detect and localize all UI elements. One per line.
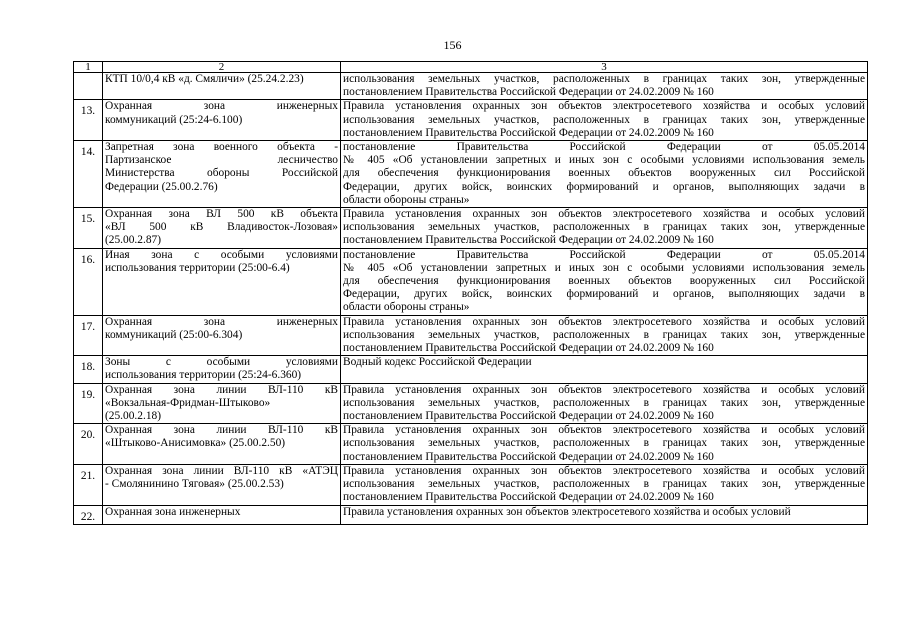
row-number [74,73,103,100]
zone-name-cell [103,383,341,424]
legal-basis-cell [341,383,868,424]
legal-basis-line: использования земельных участков, расположенных в границах таких зон, утвержденные [343,113,865,126]
zone-name-line: «Вокзальная-Фридман-Штыково» [105,396,271,409]
zone-name-line: - Смолянинино Тяговая» (25.00.2.53) [105,478,284,491]
zone-name-line: Министерства обороны Российской [105,167,338,180]
header-col-3: 3 [341,62,868,73]
legal-basis-line: Правила установления охранных зон объектов электросетевого хозяйства и особых условий [343,315,865,328]
legal-basis-line: использования земельных участков, расположенных в границах таких зон, утвержденные [343,478,865,491]
legal-basis-line: для обеспечения функционирования военных объектов вооруженных сил Российской [343,167,865,180]
legal-basis-line: Федерации, других войск, воинских формирований и органов, выполняющих задачи в [343,180,865,193]
zone-name-cell [103,141,341,208]
zone-name-line: (25.00.2.87) [105,234,161,247]
row-number: 22. [74,505,103,524]
zone-name-line: Запретная зона военного объекта - [105,141,338,154]
zone-name-line: Охранная зона инженерных [105,315,338,328]
row-number: 14. [74,141,103,208]
legal-basis-line: постановлением Правительства Российской Федерации от 24.02.2009 № 160 [343,410,714,423]
table-row [74,424,868,465]
legal-basis-cell [341,248,868,315]
legal-basis-line: Федерации, других войск, воинских формирований и органов, выполняющих задачи в [343,288,865,301]
table-row [74,141,868,208]
zone-name-cell [103,464,341,505]
row-number: 17. [74,315,103,356]
row-number: 20. [74,424,103,465]
legal-basis-line: использования земельных участков, расположенных в границах таких зон, утвержденные [343,328,865,341]
legal-basis-line: постановлением Правительства Российской Федерации от 24.02.2009 № 160 [343,450,714,463]
row-number: 21. [74,464,103,505]
zone-name-line: коммуникаций (25:24-6.100) [105,113,243,126]
header-col-1: 1 [74,62,103,73]
legal-basis-cell [341,208,868,249]
zone-name-line: Охранная зона инженерных [105,100,338,113]
zone-name-line: использования территории (25:24-6.360) [105,369,302,382]
table-row [74,315,868,356]
legal-basis-cell [341,356,868,383]
legal-basis-cell [341,100,868,141]
zone-name-cell [103,208,341,249]
table-row [74,505,868,524]
zone-name-line: Партизанское лесничество [105,154,338,167]
table-row [74,248,868,315]
zone-name-cell [103,248,341,315]
legal-basis-line: постановление Правительства Российской Федерации от 05.05.2014 [343,141,865,154]
zones-table [73,61,868,525]
zone-name-cell [103,315,341,356]
zone-name-line: Иная зона с особыми условиями [105,248,338,261]
zone-name-line: Охранная зона линии ВЛ-110 кВ «АТЭЦ [105,464,338,477]
row-number: 15. [74,208,103,249]
zone-name-line: Федерации (25.00.2.76) [105,180,218,193]
zone-name-line: (25.00.2.18) [105,410,161,423]
zone-name-cell [103,505,341,524]
table-header-row [74,62,868,73]
legal-basis-cell [341,315,868,356]
zone-name-line: коммуникаций (25:00-6.304) [105,328,243,341]
legal-basis-line: Водный кодекс Российской Федерации [343,356,532,369]
legal-basis-line: использования земельных участков, расположенных в границах таких зон, утвержденные [343,73,865,85]
legal-basis-line: постановлением Правительства Российской Федерации от 24.02.2009 № 160 [343,491,714,504]
table-row [74,73,868,100]
legal-basis-line: Правила установления охранных зон объектов электросетевого хозяйства и особых условий [343,464,865,477]
zone-name-line: Охранная зона линии ВЛ-110 кВ [105,383,338,396]
legal-basis-line: Правила установления охранных зон объектов электросетевого хозяйства и особых условий [343,383,865,396]
page-number: 156 [443,38,462,52]
legal-basis-cell [341,505,868,524]
legal-basis-line: постановлением Правительства Российской Федерации от 24.02.2009 № 160 [343,234,714,247]
table-row [74,464,868,505]
legal-basis-line: Правила установления охранных зон объектов электросетевого хозяйства и особых условий [343,100,865,113]
table-row [74,383,868,424]
legal-basis-line: использования земельных участков, расположенных в границах таких зон, утвержденные [343,437,865,450]
row-number: 19. [74,383,103,424]
legal-basis-line: № 405 «Об установлении запретных и иных зон с особыми условиями использования земель [343,154,865,167]
zone-name-line: использования территории (25:00-6.4) [105,261,290,274]
table-row [74,356,868,383]
legal-basis-line: постановлением Правительства Российской Федерации от 24.02.2009 № 160 [343,126,714,139]
legal-basis-line: области обороны страны» [343,301,470,314]
row-number: 16. [74,248,103,315]
row-number: 18. [74,356,103,383]
legal-basis-cell [341,424,868,465]
legal-basis-line: использования земельных участков, расположенных в границах таких зон, утвержденные [343,221,865,234]
legal-basis-line: Правила установления охранных зон объектов электросетевого хозяйства и особых условий [343,208,865,221]
legal-basis-line: № 405 «Об установлении запретных и иных зон с особыми условиями использования земель [343,261,865,274]
zone-name-cell [103,73,341,100]
zone-name-line: Охранная зона ВЛ 500 кВ объекта [105,208,338,221]
table-row [74,100,868,141]
legal-basis-cell [341,73,868,100]
zone-name-cell [103,356,341,383]
zone-name-cell [103,100,341,141]
zone-name-line: «Штыково-Анисимовка» (25.00.2.50) [105,437,286,450]
header-col-2: 2 [103,62,341,73]
legal-basis-line: постановлением Правительства Российской Федерации от 24.02.2009 № 160 [343,342,714,355]
legal-basis-line: постановление Правительства Российской Федерации от 05.05.2014 [343,248,865,261]
legal-basis-line: Правила установления охранных зон объектов электросетевого хозяйства и особых условий [343,424,865,437]
row-number: 13. [74,100,103,141]
zone-name-cell [103,424,341,465]
zone-name-line: Охранная зона инженерных [105,505,241,518]
legal-basis-line: области обороны страны» [343,193,470,206]
legal-basis-cell [341,141,868,208]
table-row [74,208,868,249]
legal-basis-line: постановлением Правительства Российской Федерации от 24.02.2009 № 160 [343,86,714,99]
zone-name-line: Охранная зона линии ВЛ-110 кВ [105,424,338,437]
zone-name-line: Зоны с особыми условиями [105,356,338,369]
zone-name-line: КТП 10/0,4 кВ «д. Смяличи» (25.24.2.23) [105,73,304,85]
legal-basis-line: Правила установления охранных зон объектов электросетевого хозяйства и особых условий [343,505,791,518]
zone-name-line: «ВЛ 500 кВ Владивосток-Лозовая» [105,221,338,234]
legal-basis-line: использования земельных участков, расположенных в границах таких зон, утвержденные [343,396,865,409]
legal-basis-cell [341,464,868,505]
legal-basis-line: для обеспечения функционирования военных объектов вооруженных сил Российской [343,275,865,288]
